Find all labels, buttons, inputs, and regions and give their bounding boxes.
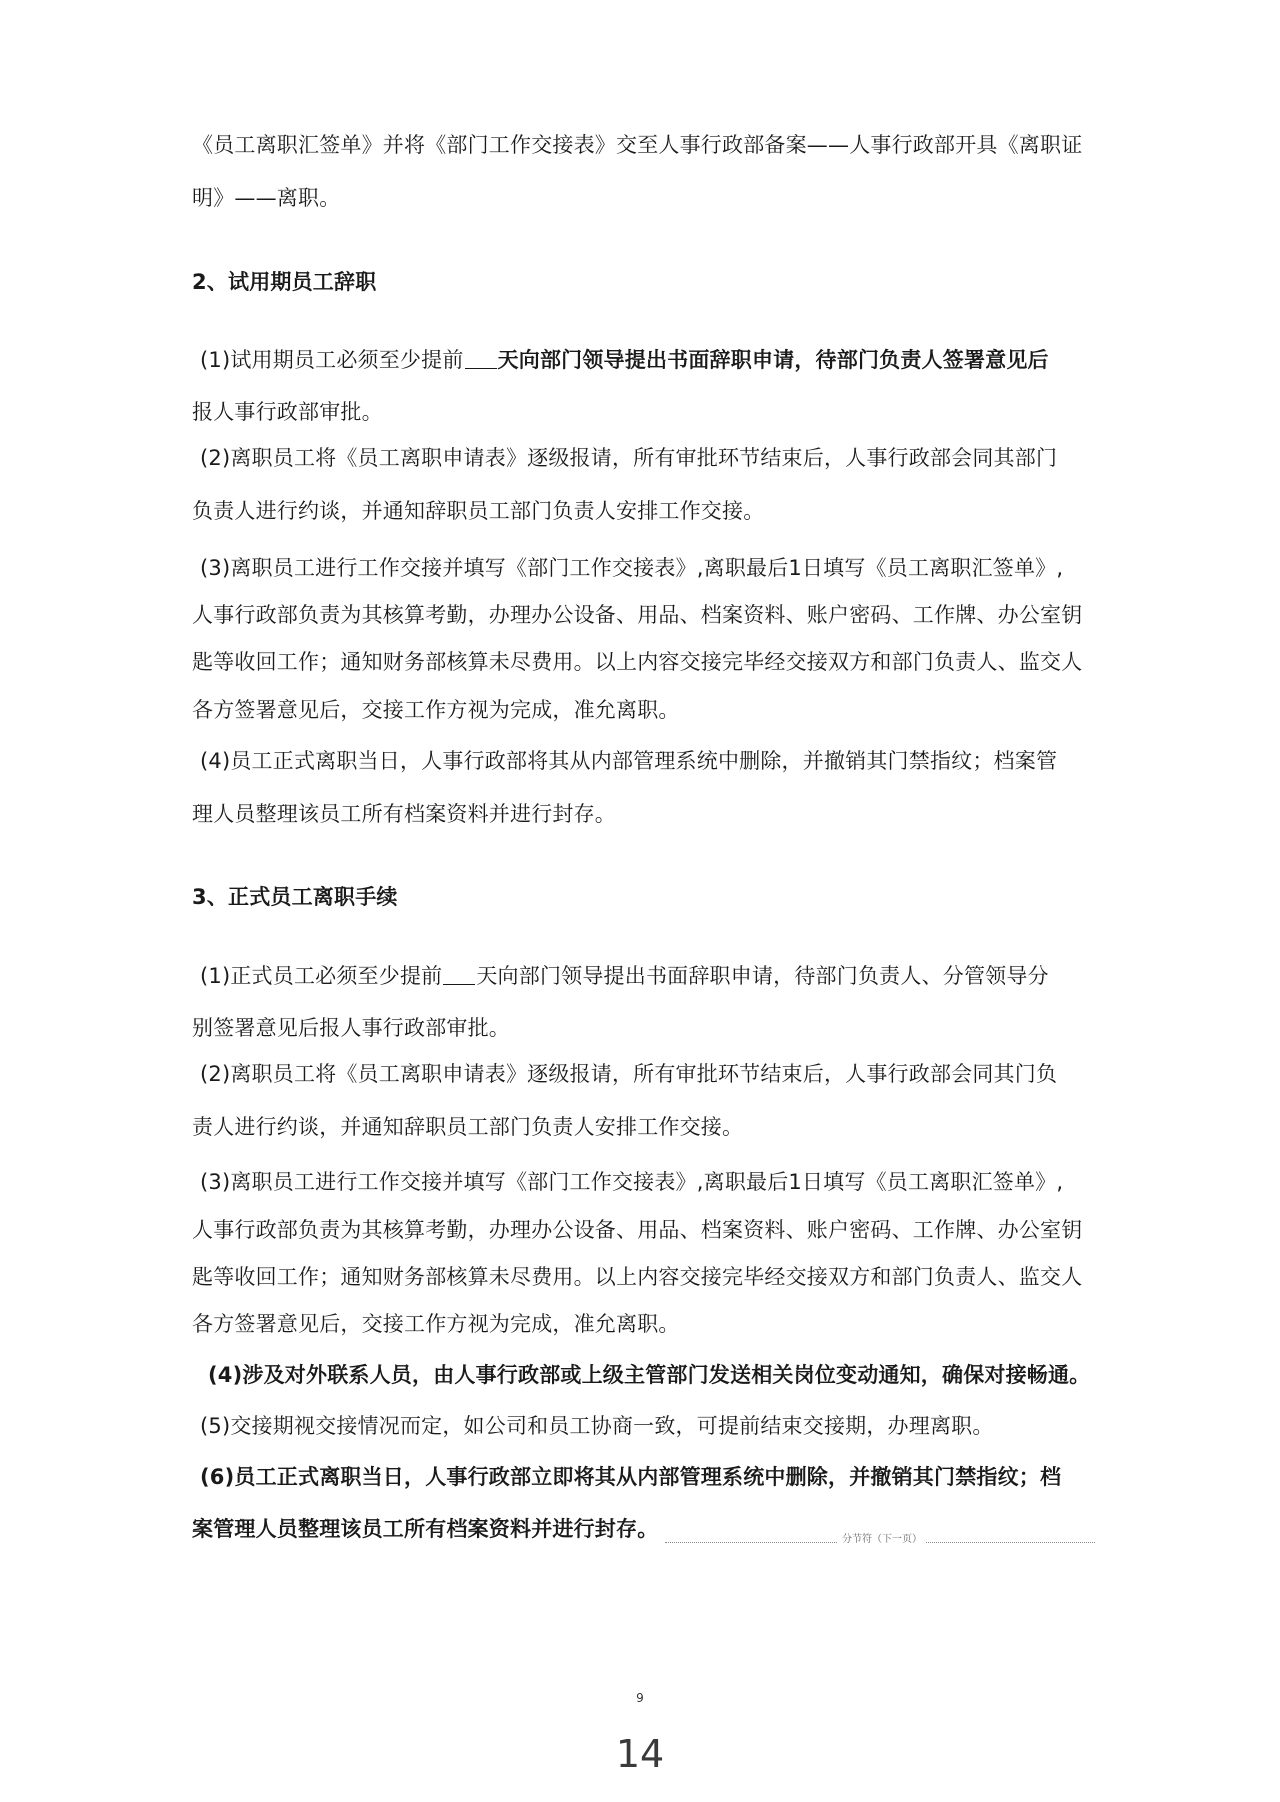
- paragraph-line: 别签署意见后报人事行政部审批。: [192, 1016, 510, 1040]
- page-index: 14: [615, 1732, 665, 1776]
- paragraph-line: 各方签署意见后，交接工作方视为完成，准允离职。: [192, 698, 680, 722]
- item-text-bold: 天向部门领导提出书面辞职申请，待部门负责人签署意见后: [497, 348, 1049, 372]
- section-heading: 2、试用期员工辞职: [192, 270, 377, 294]
- blank-underline: [465, 348, 497, 369]
- paragraph-line: (4)员工正式离职当日，人事行政部将其从内部管理系统中删除，并撤销其门禁指纹；档案管: [200, 749, 1058, 773]
- paragraph-line: (2)离职员工将《员工离职申请表》逐级报请，所有审批环节结束后，人事行政部会同其部门: [200, 446, 1058, 470]
- paragraph-line: (5)交接期视交接情况而定，如公司和员工协商一致，可提前结束交接期，办理离职。: [200, 1414, 994, 1438]
- paragraph-line: [200, 962, 1110, 990]
- item-text: (1)试用期员工必须至少提前: [200, 348, 464, 372]
- paragraph-line: 明》——离职。: [192, 186, 341, 210]
- paragraph-line: (6)员工正式离职当日，人事行政部立即将其从内部管理系统中删除，并撤销其门禁指纹；档: [200, 1465, 1062, 1489]
- paragraph-line: 《员工离职汇签单》并将《部门工作交接表》交至人事行政部备案——人事行政部开具《离职证: [192, 133, 1083, 157]
- paragraph-line: 负责人进行约谈，并通知辞职员工部门负责人安排工作交接。: [192, 499, 765, 523]
- paragraph-line: 匙等收回工作；通知财务部核算未尽费用。以上内容交接完毕经交接双方和部门负责人、监交人: [192, 1265, 1083, 1289]
- paragraph-line: 人事行政部负责为其核算考勤，办理办公设备、用品、档案资料、账户密码、工作牌、办公室钥: [192, 603, 1083, 627]
- paragraph-line: 理人员整理该员工所有档案资料并进行封存。: [192, 802, 616, 826]
- section-heading: 3、正式员工离职手续: [192, 885, 398, 909]
- paragraph-line: (3)离职员工进行工作交接并填写《部门工作交接表》,离职最后1日填写《员工离职汇签单》,: [200, 556, 1064, 580]
- paragraph-line: 匙等收回工作；通知财务部核算未尽费用。以上内容交接完毕经交接双方和部门负责人、监交人: [192, 650, 1083, 674]
- blank-underline: [443, 964, 475, 985]
- paragraph-line: 人事行政部负责为其核算考勤，办理办公设备、用品、档案资料、账户密码、工作牌、办公室钥: [192, 1218, 1083, 1242]
- paragraph-line: 案管理人员整理该员工所有档案资料并进行封存。: [192, 1517, 659, 1541]
- paragraph-line: (2)离职员工将《员工离职申请表》逐级报请，所有审批环节结束后，人事行政部会同其门负: [200, 1062, 1058, 1086]
- item-text: 天向部门领导提出书面辞职申请，待部门负责人、分管领导分: [476, 964, 1049, 988]
- paragraph-line: 报人事行政部审批。: [192, 400, 383, 424]
- item-text: (1)正式员工必须至少提前: [200, 964, 443, 988]
- paragraph-line: (3)离职员工进行工作交接并填写《部门工作交接表》,离职最后1日填写《员工离职汇签单》,: [200, 1170, 1064, 1194]
- paragraph-line: 责人进行约谈，并通知辞职员工部门负责人安排工作交接。: [192, 1115, 744, 1139]
- section-break-label: 分节符（下一页）: [838, 1532, 926, 1548]
- paragraph-line: [200, 346, 1110, 374]
- page-number: 9: [636, 1691, 644, 1705]
- paragraph-line: (4)涉及对外联系人员，由人事行政部或上级主管部门发送相关岗位变动通知，确保对接畅通。: [208, 1363, 1091, 1387]
- paragraph-line: 各方签署意见后，交接工作方视为完成，准允离职。: [192, 1312, 680, 1336]
